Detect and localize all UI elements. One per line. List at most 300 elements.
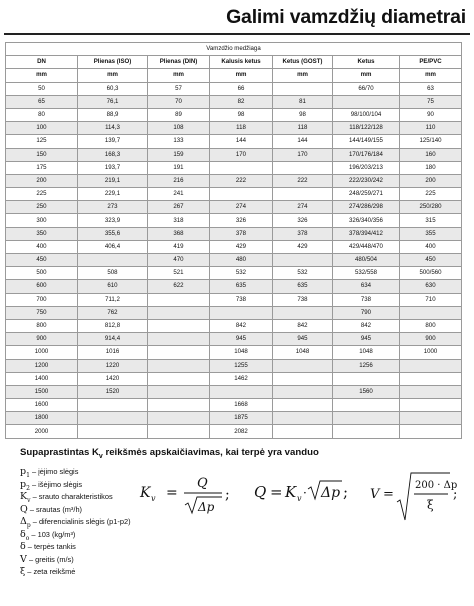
table-cell: 480 xyxy=(210,254,273,267)
table-row xyxy=(6,135,462,148)
legend-symbol xyxy=(20,479,30,490)
legend-item xyxy=(20,504,131,517)
table-cell xyxy=(210,385,273,398)
table-cell: 193,7 xyxy=(78,161,148,174)
table-cell: 170 xyxy=(273,148,333,161)
legend-symbol-char: δ xyxy=(20,528,26,540)
dn-cell: 100 xyxy=(6,122,78,135)
f2-rhs-sub: v xyxy=(297,494,302,503)
table-cell: 532 xyxy=(210,267,273,280)
table-cell: 2082 xyxy=(210,425,273,438)
table-cell xyxy=(400,372,462,385)
table-cell xyxy=(273,82,333,95)
table-row xyxy=(6,333,462,346)
table-row xyxy=(6,425,462,438)
dn-cell: 1800 xyxy=(6,412,78,425)
dn-cell: 125 xyxy=(6,135,78,148)
table-cell: 1256 xyxy=(333,359,400,372)
table-cell xyxy=(210,188,273,201)
table-cell xyxy=(273,306,333,319)
column-header-6: PE/PVC xyxy=(400,56,462,69)
legend-description: – įėjimo slėgis xyxy=(31,467,79,476)
table-cell xyxy=(78,399,148,412)
material-group-header: Vamzdžio medžiaga xyxy=(6,43,462,56)
table-cell: 508 xyxy=(78,267,148,280)
formula-heading-suffix: reikšmės apskaičiavimas, kai terpė yra vanduo xyxy=(102,447,319,458)
pipe-diameter-table xyxy=(5,42,462,439)
table-cell xyxy=(273,385,333,398)
table-cell: 945 xyxy=(273,333,333,346)
table-row xyxy=(6,412,462,425)
formula-v xyxy=(370,473,457,520)
table-cell: 521 xyxy=(148,267,210,280)
column-header-5: Ketus xyxy=(333,56,400,69)
table-cell: 1560 xyxy=(333,385,400,398)
table-cell xyxy=(400,399,462,412)
table-cell: 635 xyxy=(210,280,273,293)
table-cell: 406,4 xyxy=(78,240,148,253)
table-cell: 98 xyxy=(210,108,273,121)
legend-symbol-sub: p xyxy=(26,521,31,529)
table-cell: 378 xyxy=(273,227,333,240)
table-cell: 842 xyxy=(210,319,273,332)
table-cell: 315 xyxy=(400,214,462,227)
column-header-2: Plienas (DIN) xyxy=(148,56,210,69)
table-row xyxy=(6,399,462,412)
formula-heading-prefix: Supaprastintas K xyxy=(20,447,99,458)
dn-cell: 80 xyxy=(6,108,78,121)
table-cell: 1016 xyxy=(78,346,148,359)
table-cell: 1668 xyxy=(210,399,273,412)
table-cell: 66/70 xyxy=(333,82,400,95)
column-header-1: Plienas (ISO) xyxy=(78,56,148,69)
table-cell: 318 xyxy=(148,214,210,227)
legend-item xyxy=(20,566,131,579)
table-cell: 1220 xyxy=(78,359,148,372)
table-cell: 368 xyxy=(148,227,210,240)
column-header-0: DN xyxy=(6,56,78,69)
table-cell: 1000 xyxy=(400,346,462,359)
table-cell: 88,9 xyxy=(78,108,148,121)
table-row xyxy=(6,95,462,108)
table-cell: 842 xyxy=(273,319,333,332)
table-cell: 222 xyxy=(210,174,273,187)
table-row xyxy=(6,214,462,227)
dn-cell: 300 xyxy=(6,214,78,227)
table-cell: 219,1 xyxy=(78,174,148,187)
dn-cell: 150 xyxy=(6,148,78,161)
table-cell: 429 xyxy=(273,240,333,253)
table-cell: 170 xyxy=(210,148,273,161)
table-cell: 1520 xyxy=(78,385,148,398)
table-cell: 139,7 xyxy=(78,135,148,148)
table-cell: 144/149/155 xyxy=(333,135,400,148)
table-cell: 60,3 xyxy=(78,82,148,95)
legend-symbol xyxy=(20,491,31,502)
legend-symbol-char: Q xyxy=(20,503,28,515)
dn-cell: 65 xyxy=(6,95,78,108)
unit-cell: mm xyxy=(6,69,78,82)
table-cell: 711,2 xyxy=(78,293,148,306)
table-cell: 378/394/412 xyxy=(333,227,400,240)
table-cell: 1048 xyxy=(273,346,333,359)
table-cell: 133 xyxy=(148,135,210,148)
table-cell: 812,8 xyxy=(78,319,148,332)
formula-heading xyxy=(20,447,319,460)
legend-description: – zeta reikšmė xyxy=(27,567,76,576)
column-header-4: Ketus (GOST) xyxy=(273,56,333,69)
table-cell: 1048 xyxy=(210,346,273,359)
f1-equals: = xyxy=(166,485,178,501)
legend-symbol xyxy=(20,529,29,540)
table-cell: 222/230/242 xyxy=(333,174,400,187)
table-cell: 90 xyxy=(400,108,462,121)
table-cell xyxy=(273,188,333,201)
table-cell xyxy=(148,293,210,306)
units-row xyxy=(6,69,462,82)
legend-item xyxy=(20,479,131,492)
table-cell: 196/203/213 xyxy=(333,161,400,174)
table-cell xyxy=(78,254,148,267)
column-header-row xyxy=(6,56,462,69)
table-cell xyxy=(210,161,273,174)
table-row xyxy=(6,148,462,161)
table-cell: 326 xyxy=(273,214,333,227)
table-row xyxy=(6,293,462,306)
f3-semicolon: ; xyxy=(453,487,458,502)
table-cell: 1255 xyxy=(210,359,273,372)
table-cell: 355 xyxy=(400,227,462,240)
legend-description: – srauto charakteristikos xyxy=(32,492,113,501)
table-cell: 118 xyxy=(210,122,273,135)
legend-symbol-char: Δ xyxy=(20,516,27,527)
table-cell xyxy=(273,359,333,372)
table-cell: 248/259/271 xyxy=(333,188,400,201)
table-cell: 66 xyxy=(210,82,273,95)
f2-equals: = xyxy=(270,483,283,501)
table-cell: 191 xyxy=(148,161,210,174)
legend-symbol-char: p xyxy=(20,466,27,477)
symbol-legend xyxy=(20,466,131,579)
table-cell: 82 xyxy=(210,95,273,108)
table-row xyxy=(6,280,462,293)
dn-cell: 250 xyxy=(6,201,78,214)
table-cell xyxy=(273,372,333,385)
table-cell: 118 xyxy=(273,122,333,135)
table-cell: 250/280 xyxy=(400,201,462,214)
legend-symbol-char: K xyxy=(20,491,28,502)
table-row xyxy=(6,188,462,201)
table-cell: 634 xyxy=(333,280,400,293)
table-cell xyxy=(210,306,273,319)
table-cell: 738 xyxy=(210,293,273,306)
unit-cell: mm xyxy=(210,69,273,82)
table-cell: 98/100/104 xyxy=(333,108,400,121)
legend-item xyxy=(20,541,131,554)
dn-cell: 400 xyxy=(6,240,78,253)
table-cell: 118/122/128 xyxy=(333,122,400,135)
legend-symbol xyxy=(20,566,25,577)
table-cell: 762 xyxy=(78,306,148,319)
legend-symbol-char: p xyxy=(20,478,27,490)
legend-symbol-char: ξ xyxy=(20,566,26,577)
table-row xyxy=(6,267,462,280)
table-cell: 622 xyxy=(148,280,210,293)
dn-cell: 350 xyxy=(6,227,78,240)
table-cell: 75 xyxy=(400,95,462,108)
table-cell xyxy=(400,385,462,398)
table-row xyxy=(6,161,462,174)
formula-kv xyxy=(139,476,230,514)
table-cell xyxy=(148,319,210,332)
table-cell: 168,3 xyxy=(78,148,148,161)
formulas xyxy=(134,468,464,528)
table-cell: 98 xyxy=(273,108,333,121)
table-row xyxy=(6,359,462,372)
table-row xyxy=(6,240,462,253)
table-cell: 160 xyxy=(400,148,462,161)
table-cell xyxy=(400,412,462,425)
table-cell: 429 xyxy=(210,240,273,253)
table-cell: 159 xyxy=(148,148,210,161)
table-cell: 241 xyxy=(148,188,210,201)
table-cell xyxy=(333,95,400,108)
f3-denominator: ξ xyxy=(427,498,434,512)
table-cell: 114,3 xyxy=(78,122,148,135)
table-cell: 1875 xyxy=(210,412,273,425)
legend-description: – diferencialinis slėgis (p1-p2) xyxy=(32,517,131,526)
table-cell: 63 xyxy=(400,82,462,95)
legend-symbol-sub: 1 xyxy=(26,471,30,479)
legend-symbol xyxy=(20,554,27,565)
formula-q xyxy=(254,481,348,503)
table-cell xyxy=(148,425,210,438)
legend-symbol-sub: o xyxy=(25,534,30,542)
legend-symbol-char: V xyxy=(20,553,27,565)
table-row xyxy=(6,227,462,240)
table-cell xyxy=(148,346,210,359)
table-body xyxy=(6,69,462,438)
f3-numerator: 200 · Δp xyxy=(415,480,458,491)
legend-item xyxy=(20,554,131,567)
table-row xyxy=(6,254,462,267)
table-cell xyxy=(273,254,333,267)
dn-cell: 175 xyxy=(6,161,78,174)
legend-description: – terpės tankis xyxy=(27,542,76,551)
f1-lhs-sub: v xyxy=(151,494,156,503)
unit-cell: mm xyxy=(78,69,148,82)
dn-cell: 800 xyxy=(6,319,78,332)
table-cell: 450 xyxy=(400,254,462,267)
table-cell: 81 xyxy=(273,95,333,108)
table-cell: 945 xyxy=(333,333,400,346)
table-cell xyxy=(400,306,462,319)
table-cell: 273 xyxy=(78,201,148,214)
table-cell: 1462 xyxy=(210,372,273,385)
f2-dot: · xyxy=(303,486,307,500)
unit-cell: mm xyxy=(333,69,400,82)
legend-symbol xyxy=(20,541,26,552)
table-cell xyxy=(333,372,400,385)
table-row xyxy=(6,108,462,121)
unit-cell: mm xyxy=(273,69,333,82)
legend-description: – srautas (m³/h) xyxy=(29,504,83,514)
dn-cell: 225 xyxy=(6,188,78,201)
legend-description: – išėjimo slėgis xyxy=(31,479,83,489)
table-cell xyxy=(333,425,400,438)
table-cell: 710 xyxy=(400,293,462,306)
table-cell xyxy=(400,359,462,372)
f1-denominator: Δp xyxy=(198,500,215,514)
table-cell: 57 xyxy=(148,82,210,95)
legend-symbol xyxy=(20,466,30,477)
table-cell: 480/504 xyxy=(333,254,400,267)
table-cell: 323,9 xyxy=(78,214,148,227)
f1-numerator: Q xyxy=(197,476,208,491)
title-underline xyxy=(4,33,470,35)
table-cell: 326 xyxy=(210,214,273,227)
table-cell: 419 xyxy=(148,240,210,253)
table-cell xyxy=(148,412,210,425)
table-cell: 274/286/298 xyxy=(333,201,400,214)
table-cell: 70 xyxy=(148,95,210,108)
table-cell: 144 xyxy=(273,135,333,148)
table-row xyxy=(6,82,462,95)
f1-semicolon: ; xyxy=(225,487,230,503)
legend-item xyxy=(20,491,131,504)
table-cell: 326/340/356 xyxy=(333,214,400,227)
table-cell: 225 xyxy=(400,188,462,201)
legend-description: – greitis (m/s) xyxy=(28,554,74,564)
dn-cell: 1200 xyxy=(6,359,78,372)
table-cell: 108 xyxy=(148,122,210,135)
dn-cell: 600 xyxy=(6,280,78,293)
dn-cell: 1500 xyxy=(6,385,78,398)
table-cell: 738 xyxy=(273,293,333,306)
table-cell: 274 xyxy=(210,201,273,214)
table-cell: 500/560 xyxy=(400,267,462,280)
table-cell: 429/448/470 xyxy=(333,240,400,253)
legend-symbol-char: δ xyxy=(20,541,26,552)
table-row xyxy=(6,122,462,135)
dn-cell: 450 xyxy=(6,254,78,267)
table-cell: 945 xyxy=(210,333,273,346)
dn-cell: 500 xyxy=(6,267,78,280)
table-cell xyxy=(148,333,210,346)
table-cell xyxy=(273,425,333,438)
table-cell: 355,6 xyxy=(78,227,148,240)
legend-symbol xyxy=(20,504,28,515)
legend-item xyxy=(20,516,131,529)
table-cell: 738 xyxy=(333,293,400,306)
table-cell: 125/140 xyxy=(400,135,462,148)
table-cell xyxy=(273,399,333,412)
legend-item xyxy=(20,529,131,542)
table-cell: 76,1 xyxy=(78,95,148,108)
table-cell: 900 xyxy=(400,333,462,346)
table-cell: 144 xyxy=(210,135,273,148)
table-cell xyxy=(148,385,210,398)
table-cell xyxy=(333,412,400,425)
table-cell: 267 xyxy=(148,201,210,214)
f2-rhs: K xyxy=(285,483,297,501)
dn-cell: 1400 xyxy=(6,372,78,385)
table-row xyxy=(6,385,462,398)
table-cell: 200 xyxy=(400,174,462,187)
table-cell: 532 xyxy=(273,267,333,280)
table-cell xyxy=(148,359,210,372)
table-cell: 89 xyxy=(148,108,210,121)
table-cell xyxy=(273,412,333,425)
f1-lhs: K xyxy=(140,485,151,501)
table-cell: 222 xyxy=(273,174,333,187)
legend-symbol-sub: 2 xyxy=(26,484,30,492)
table-cell: 610 xyxy=(78,280,148,293)
unit-cell: mm xyxy=(148,69,210,82)
f2-lhs: Q xyxy=(254,483,267,501)
table-cell: 470 xyxy=(148,254,210,267)
table-cell xyxy=(78,412,148,425)
legend-description: – 103 (kg/m³) xyxy=(31,529,76,539)
table-cell: 400 xyxy=(400,240,462,253)
table-cell xyxy=(333,399,400,412)
table-cell: 110 xyxy=(400,122,462,135)
table-cell xyxy=(78,425,148,438)
table-cell: 635 xyxy=(273,280,333,293)
table-cell: 229,1 xyxy=(78,188,148,201)
pipe-diameter-table-container xyxy=(5,42,461,439)
table-cell xyxy=(400,425,462,438)
table-row xyxy=(6,306,462,319)
dn-cell: 200 xyxy=(6,174,78,187)
legend-symbol-sub: v xyxy=(27,496,31,504)
table-cell: 800 xyxy=(400,319,462,332)
table-cell xyxy=(148,372,210,385)
dn-cell: 1000 xyxy=(6,346,78,359)
table-cell: 630 xyxy=(400,280,462,293)
table-cell: 790 xyxy=(333,306,400,319)
dn-cell: 750 xyxy=(6,306,78,319)
table-cell xyxy=(148,399,210,412)
f3-lhs: V xyxy=(370,487,380,502)
table-row xyxy=(6,372,462,385)
table-cell: 914,4 xyxy=(78,333,148,346)
table-row xyxy=(6,174,462,187)
dn-cell: 700 xyxy=(6,293,78,306)
table-row xyxy=(6,346,462,359)
page-title: Galimi vamzdžių diametrai xyxy=(226,6,466,28)
table-cell xyxy=(273,161,333,174)
table-cell: 274 xyxy=(273,201,333,214)
f2-semicolon: ; xyxy=(343,483,349,501)
table-row xyxy=(6,201,462,214)
dn-cell: 50 xyxy=(6,82,78,95)
dn-cell: 1600 xyxy=(6,399,78,412)
unit-cell: mm xyxy=(400,69,462,82)
f3-equals: = xyxy=(383,487,394,502)
dn-cell: 900 xyxy=(6,333,78,346)
column-header-3: Kalusis ketus xyxy=(210,56,273,69)
table-cell xyxy=(148,306,210,319)
table-cell: 1048 xyxy=(333,346,400,359)
table-cell: 378 xyxy=(210,227,273,240)
table-cell: 180 xyxy=(400,161,462,174)
legend-item xyxy=(20,466,131,479)
table-cell: 1420 xyxy=(78,372,148,385)
table-cell: 532/558 xyxy=(333,267,400,280)
f2-radicand: Δp xyxy=(321,485,341,501)
table-row xyxy=(6,319,462,332)
